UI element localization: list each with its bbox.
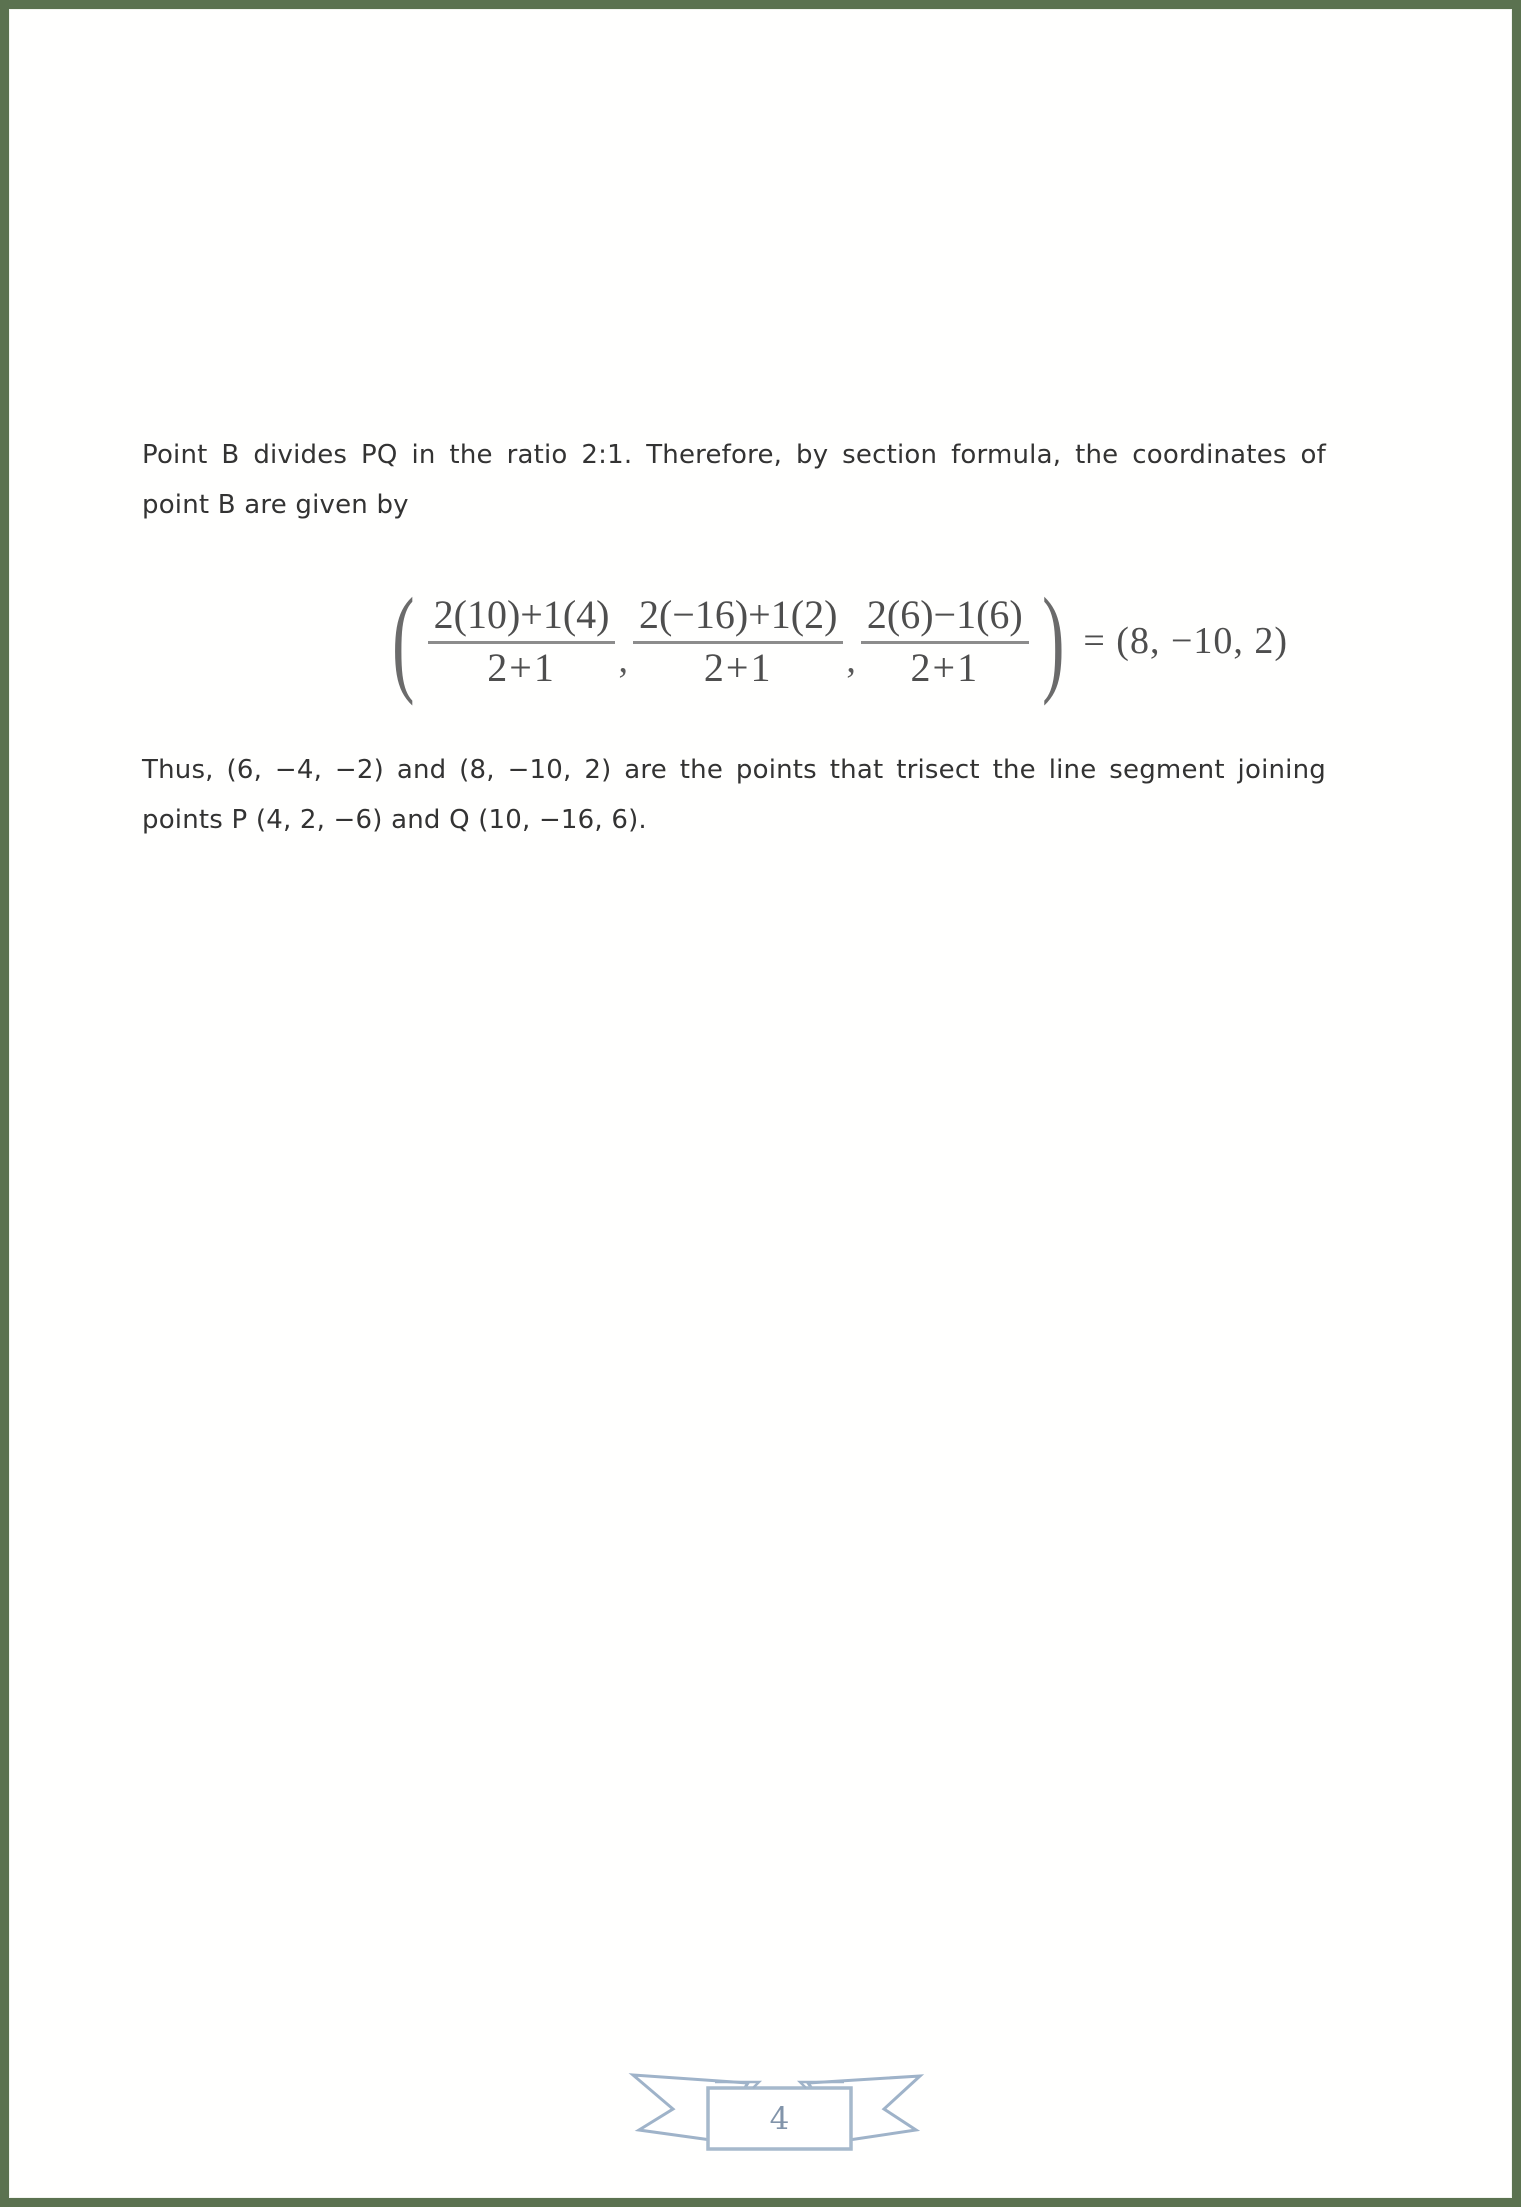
section-formula bbox=[383, 574, 1289, 707]
paragraph-intro bbox=[142, 430, 1326, 530]
fraction-x bbox=[428, 592, 616, 690]
conclusion-line-1: Thus, (6, −4, −2) and (8, −10, 2) are the points that trisect the line segment joining bbox=[142, 755, 1326, 785]
fraction-z-denominator: 2+1 bbox=[910, 645, 980, 690]
page-number: 4 bbox=[769, 2100, 790, 2137]
fraction-z bbox=[861, 592, 1029, 690]
fraction-separator-comma: , bbox=[846, 639, 856, 681]
right-parenthesis-icon: ) bbox=[1041, 574, 1065, 707]
paragraph-conclusion bbox=[142, 745, 1326, 845]
intro-line-2: point B are given by bbox=[142, 490, 409, 520]
fraction-x-numerator: 2(10)+1(4) bbox=[428, 592, 616, 644]
fraction-y bbox=[633, 592, 843, 690]
conclusion-line-2: points P (4, 2, −6) and Q (10, −16, 6). bbox=[142, 805, 647, 835]
fraction-y-numerator: 2(−16)+1(2) bbox=[633, 592, 843, 644]
fraction-z-numerator: 2(6)−1(6) bbox=[861, 592, 1029, 644]
intro-line-1: Point B divides PQ in the ratio 2:1. Therefore, by section formula, the coordinates of bbox=[142, 440, 1326, 470]
left-parenthesis-icon: ( bbox=[392, 574, 415, 707]
fraction-x-denominator: 2+1 bbox=[487, 645, 556, 690]
formula-result: = (8, −10, 2) bbox=[1083, 620, 1289, 662]
fraction-y-denominator: 2+1 bbox=[703, 645, 773, 690]
fraction-separator-comma: , bbox=[618, 639, 628, 681]
